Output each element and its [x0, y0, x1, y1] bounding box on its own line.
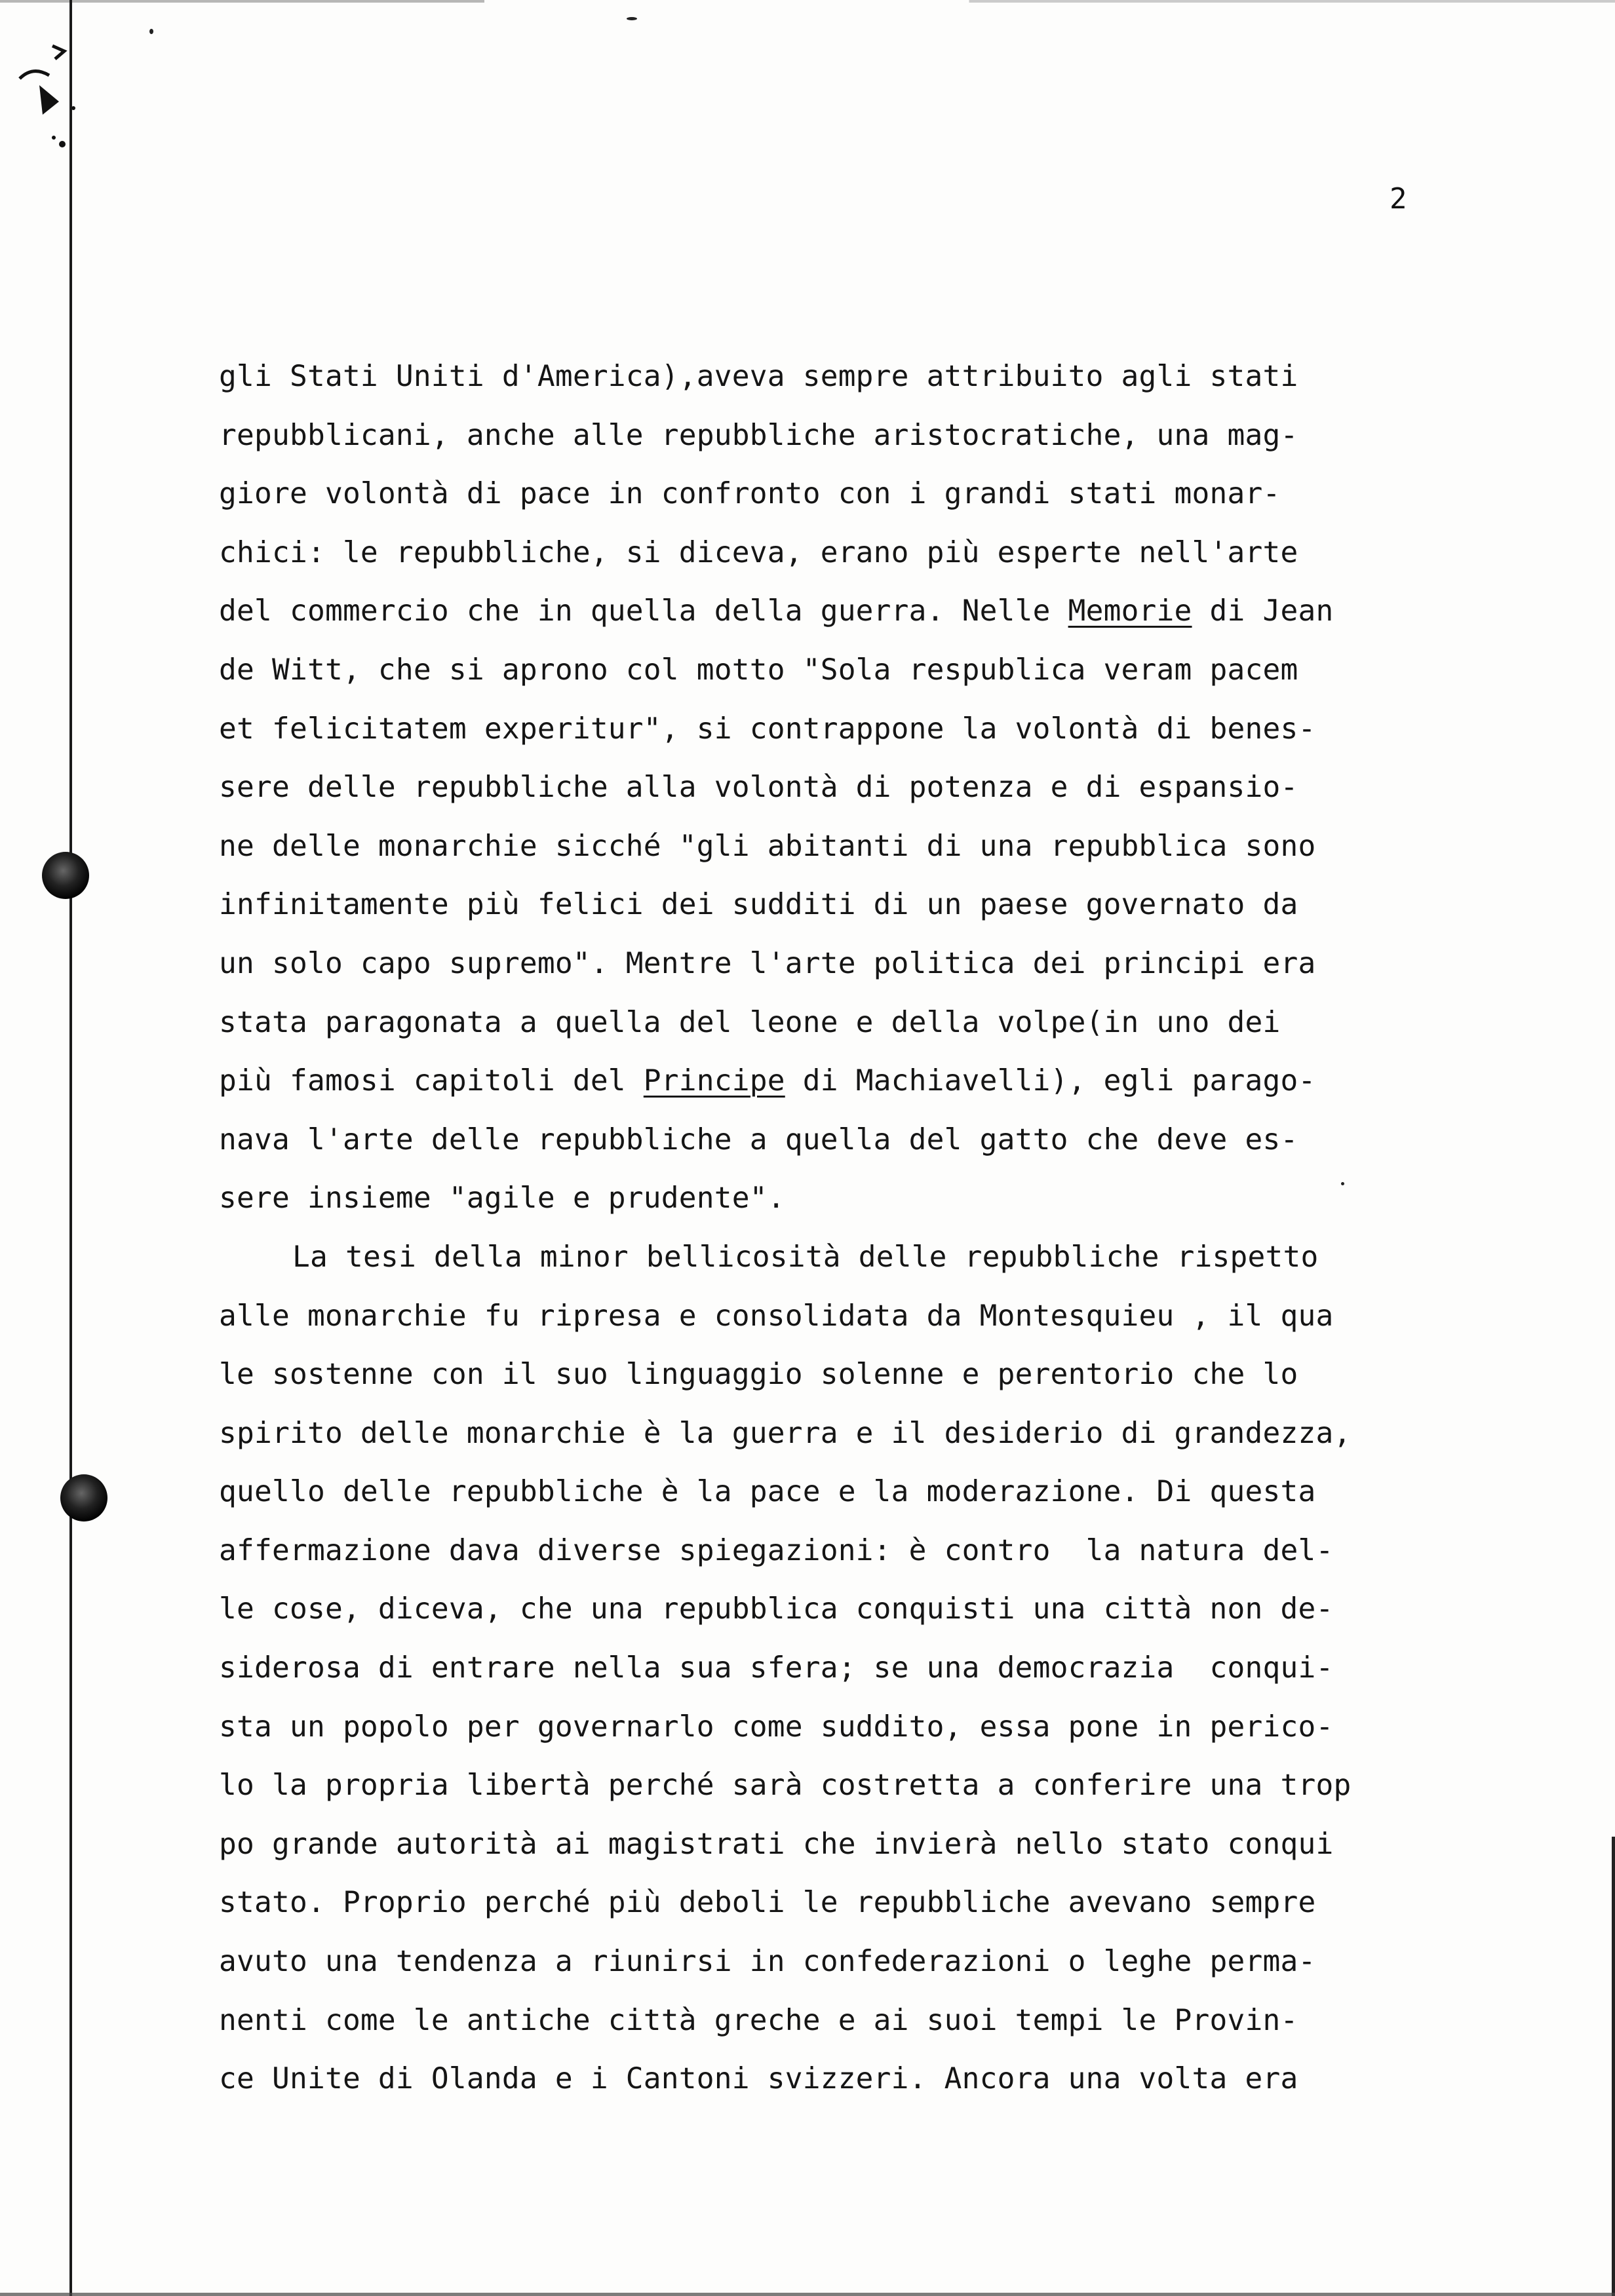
text-line: nava l'arte delle repubbliche a quella del gatto che deve es-	[219, 1122, 1298, 1157]
text-segment: del commercio che in quella della guerra. Nelle	[219, 594, 1068, 628]
text-line: stato. Proprio perché più deboli le repubbliche avevano sempre	[219, 1886, 1316, 1920]
text-line: repubblicani, anche alle repubbliche aristocratiche, una mag-	[219, 418, 1298, 452]
text-line: nenti come le antiche città greche e ai suoi tempi le Provin-	[219, 2003, 1298, 2037]
text-line: La tesi della minor bellicosità delle repubbliche rispetto	[292, 1240, 1319, 1274]
text-line: avuto una tendenza a riunirsi in confederazioni o leghe perma-	[219, 1945, 1316, 1979]
binding-line	[69, 0, 72, 2296]
text-line: sere insieme "agile e prudente".	[219, 1181, 785, 1215]
body-text	[219, 347, 1504, 2109]
underlined-title: Memorie	[1068, 594, 1192, 628]
text-line: sta un popolo per governarlo come suddito, essa pone in perico-	[219, 1710, 1334, 1744]
text-line: chici: le repubbliche, si diceva, erano più esperte nell'arte	[219, 535, 1298, 569]
text-line: po grande autorità ai magistrati che invierà nello stato conqui	[219, 1827, 1334, 1861]
text-segment: di Machiavelli), egli parago-	[785, 1064, 1316, 1098]
text-line: un solo capo supremo". Mentre l'arte politica dei principi era	[219, 946, 1316, 980]
text-line: de Witt, che si aprono col motto "Sola respublica veram pacem	[219, 653, 1298, 687]
text-line: gli Stati Uniti d'America),aveva sempre attribuito agli stati	[219, 360, 1298, 393]
scan-bottom-edge	[0, 2293, 1615, 2296]
underlined-title: Principe	[643, 1064, 785, 1098]
text-line: giore volontà di pace in confronto con i grandi stati monar-	[219, 477, 1281, 511]
text-line: sere delle repubbliche alla volontà di potenza e di espansio-	[219, 771, 1298, 805]
scan-top-edge	[0, 0, 1615, 3]
text-line: le sostenne con il suo linguaggio solenne e perentorio che lo	[219, 1358, 1298, 1392]
text-line: le cose, diceva, che una repubblica conquisti una città non de-	[219, 1592, 1334, 1626]
text-line: spirito delle monarchie è la guerra e il desiderio di grandezza,	[219, 1416, 1352, 1450]
text-line	[219, 1052, 1504, 1111]
text-line: siderosa di entrare nella sua sfera; se una democrazia conqui-	[219, 1651, 1334, 1685]
text-line: infinitamente più felici dei sudditi di un paese governato da	[219, 888, 1298, 922]
text-line: ce Unite di Olanda e i Cantoni svizzeri. Ancora una volta era	[219, 2062, 1298, 2096]
scan-right-edge	[1612, 0, 1615, 2296]
punch-hole	[60, 1474, 107, 1521]
corner-scribble-mark	[13, 39, 85, 170]
text-line: ne delle monarchie sicché "gli abitanti di una repubblica sono	[219, 829, 1316, 863]
text-line: lo la propria libertà perché sarà costretta a conferire una trop	[219, 1769, 1352, 1803]
text-line: stata paragonata a quella del leone e della volpe(in uno dei	[219, 1005, 1281, 1039]
text-segment: di Jean	[1192, 594, 1334, 628]
punch-hole	[42, 852, 89, 899]
scan-speck	[627, 17, 637, 20]
text-line: quello delle repubbliche è la pace e la moderazione. Di questa	[219, 1475, 1316, 1509]
page-number: 2	[1390, 182, 1407, 216]
text-line	[219, 582, 1504, 641]
text-line: alle monarchie fu ripresa e consolidata da Montesquieu , il qua	[219, 1299, 1334, 1333]
text-line: et felicitatem experitur", si contrappone la volontà di benes-	[219, 712, 1316, 746]
scan-speck	[149, 29, 153, 34]
text-segment: più famosi capitoli del	[219, 1064, 644, 1098]
text-line: affermazione dava diverse spiegazioni: è contro la natura del-	[219, 1533, 1334, 1567]
